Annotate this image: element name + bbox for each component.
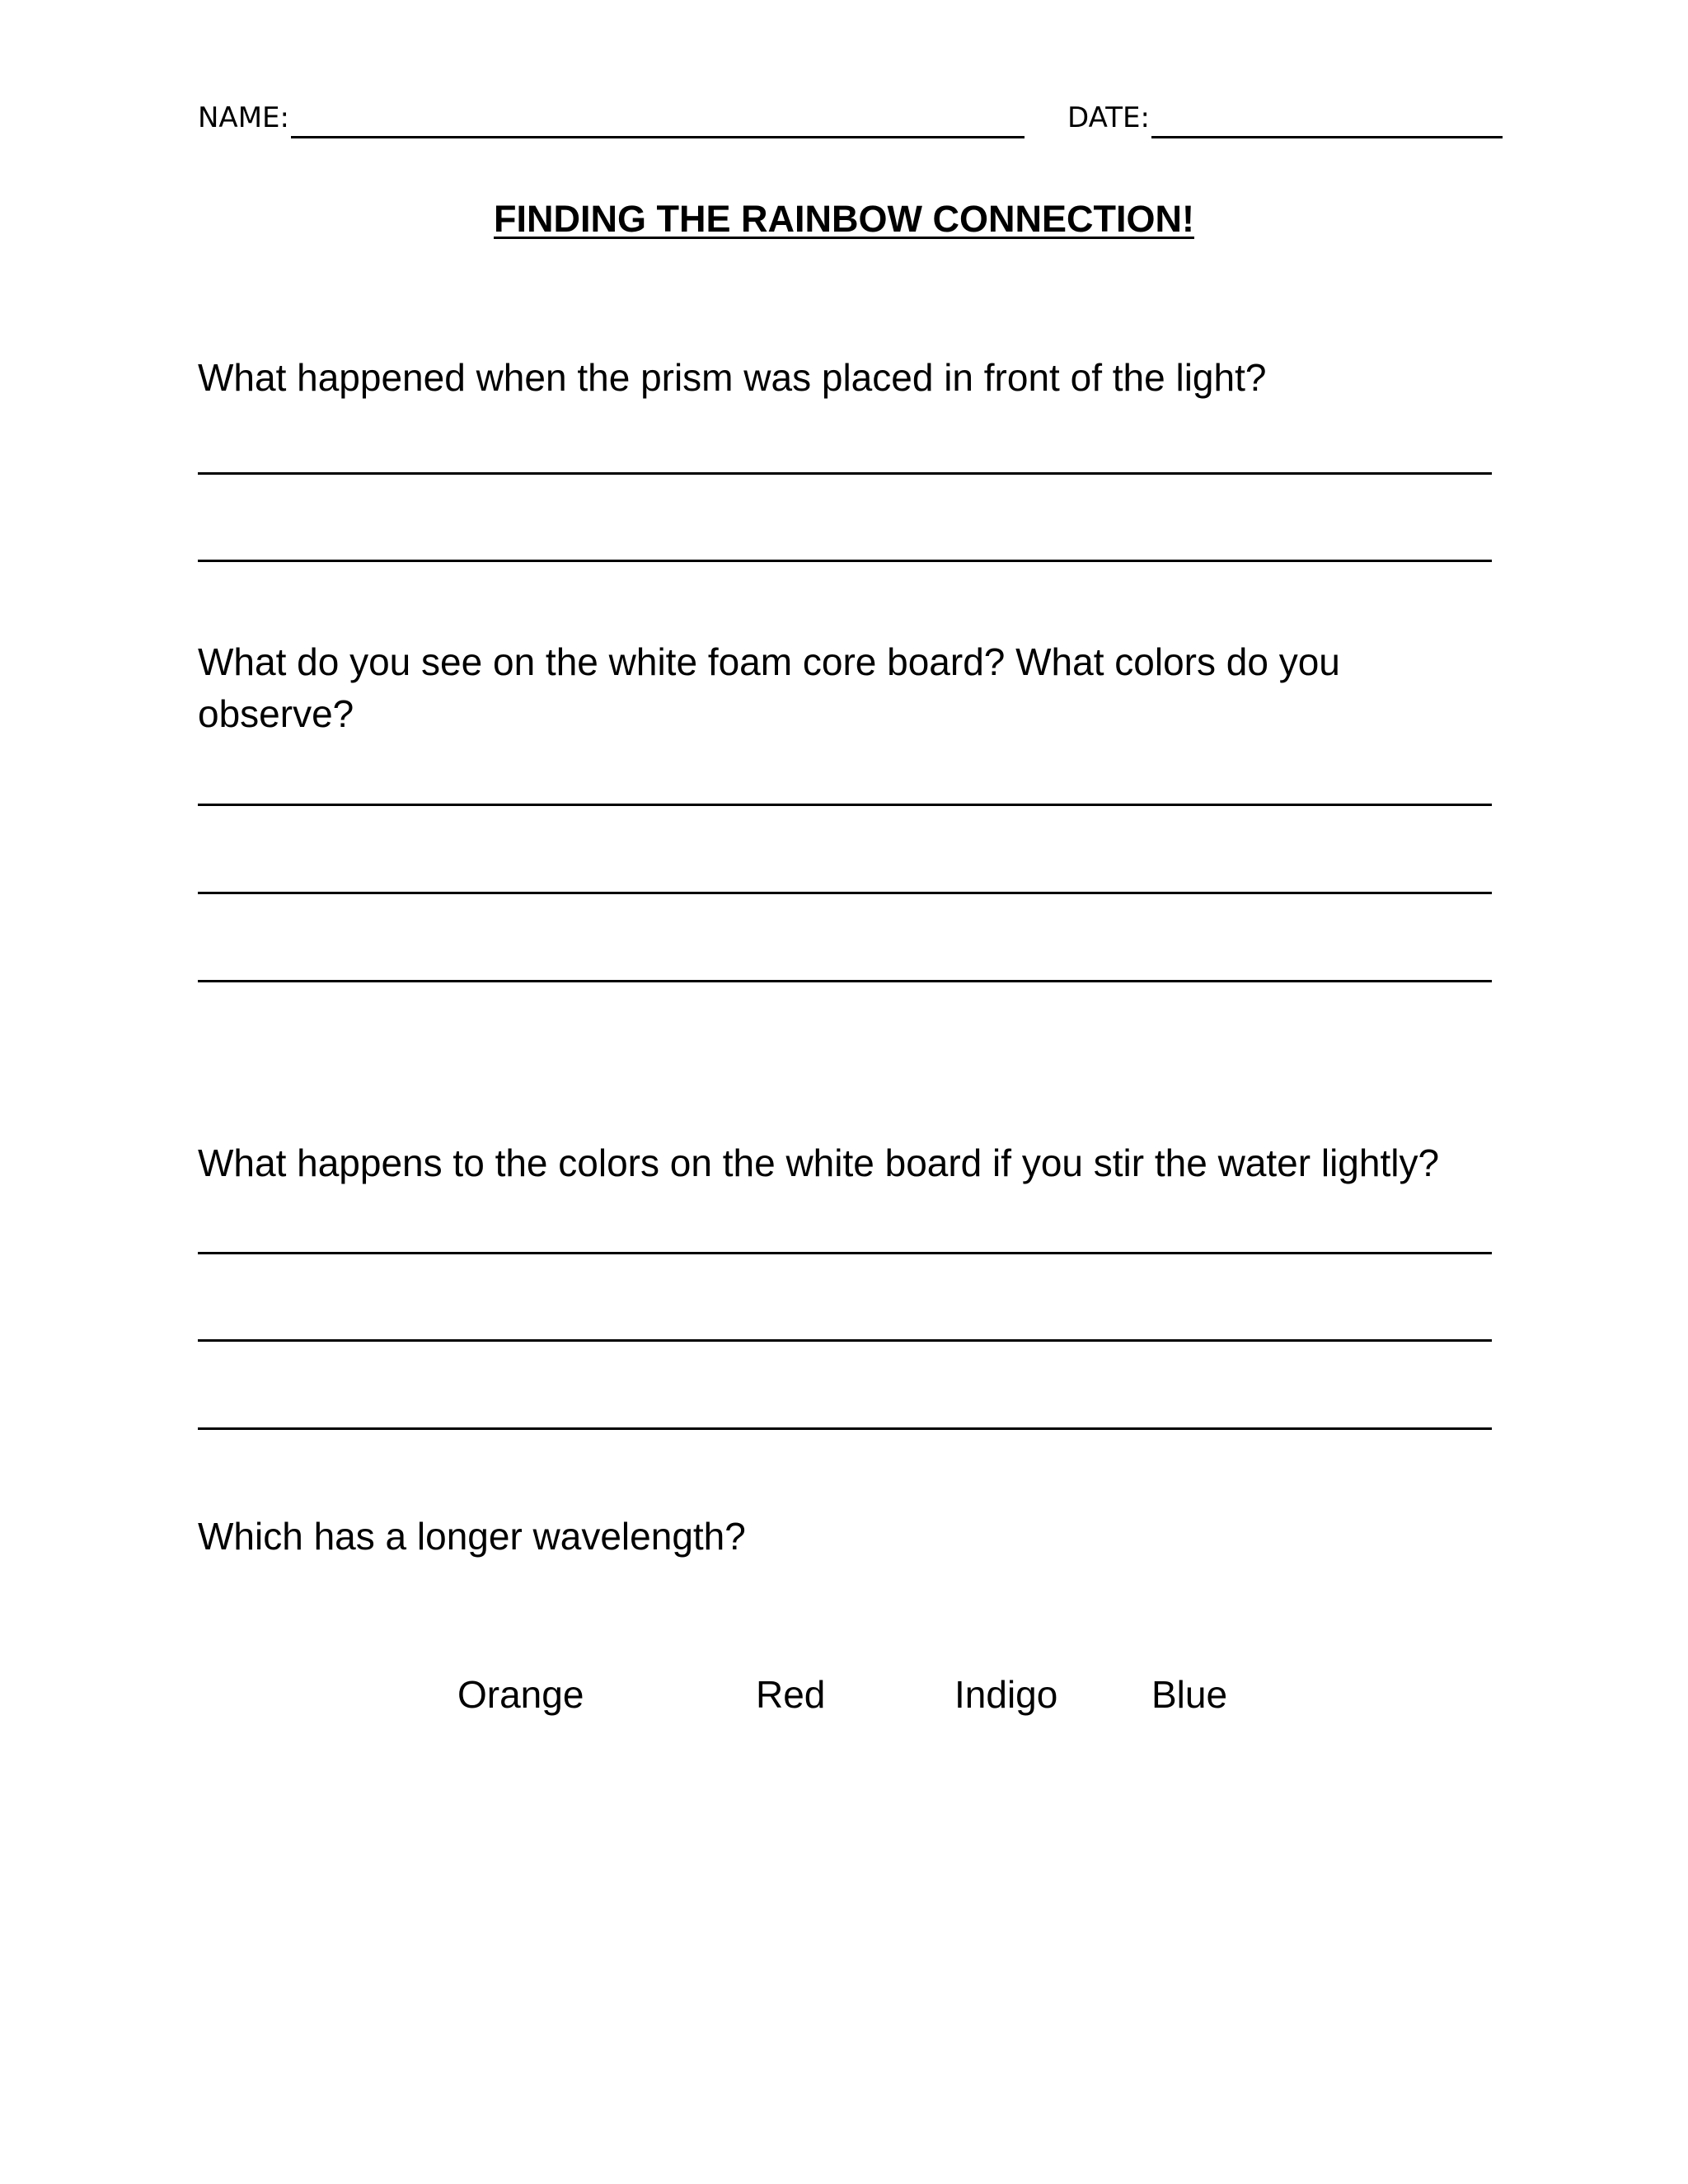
date-label: DATE: [1067, 101, 1150, 134]
question-1: What happened when the prism was placed in front of the light? [198, 356, 1267, 399]
question-3: What happens to the colors on the white board if you stir the water lightly? [198, 1141, 1440, 1184]
question-4: Which has a longer wavelength? [198, 1515, 746, 1558]
date-field [1067, 97, 1503, 138]
answer-line-q3-2[interactable] [198, 1339, 1492, 1342]
answer-line-q3-3[interactable] [198, 1427, 1492, 1430]
name-field [198, 97, 1025, 138]
answer-line-q1-2[interactable] [198, 560, 1492, 562]
answer-line-q3-1[interactable] [198, 1252, 1492, 1254]
date-blank[interactable] [1151, 101, 1503, 138]
name-label: NAME: [198, 101, 289, 134]
worksheet-title: FINDING THE RAINBOW CONNECTION! [494, 198, 1194, 240]
option-red[interactable]: Red [756, 1673, 826, 1716]
name-blank[interactable] [291, 101, 1025, 138]
answer-line-q2-2[interactable] [198, 892, 1492, 894]
option-indigo[interactable]: Indigo [954, 1673, 1058, 1716]
answer-line-q2-1[interactable] [198, 804, 1492, 806]
option-orange[interactable]: Orange [457, 1673, 584, 1716]
answer-line-q1-1[interactable] [198, 472, 1492, 475]
answer-line-q2-3[interactable] [198, 980, 1492, 982]
option-blue[interactable]: Blue [1151, 1673, 1228, 1716]
question-2: What do you see on the white foam core board? What colors do you observe? [198, 640, 1340, 735]
